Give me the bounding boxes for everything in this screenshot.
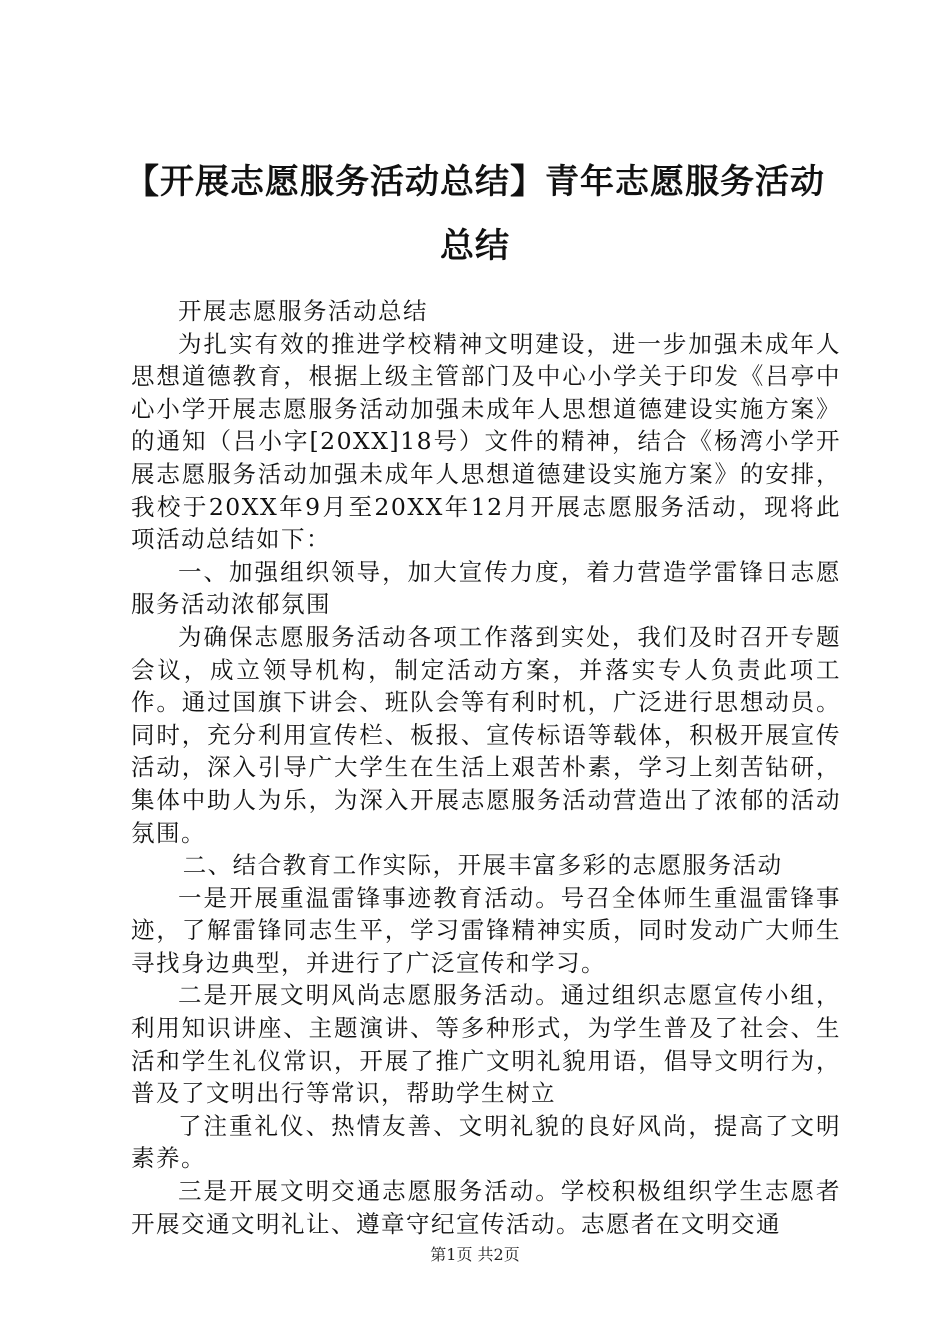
document-body xyxy=(131,295,841,1240)
intro-paragraph: 为扎实有效的推进学校精神文明建设，进一步加强未成年人思想道德教育，根据上级主管部门及中心小学关于印发《吕亭中心小学开展志愿服务活动加强未成年人思想道德建设实施方案》的通知（吕小字[20XX]18号）文件的精神，结合《杨湾小学开展志愿服务活动加强未成年人思想道德建设实施方案》的安排，我校于20XX年9月至20XX年12月开展志愿服务活动，现将此项活动总结如下： xyxy=(131,329,841,554)
body-paragraph: 三是开展文明交通志愿服务活动。学校积极组织学生志愿者开展交通文明礼让、遵章守纪宣传活动。志愿者在文明交通 xyxy=(131,1177,841,1238)
section-heading-1: 一、加强组织领导，加大宣传力度，着力营造学雷锋日志愿服务活动浓郁氛围 xyxy=(131,557,841,619)
subtitle-paragraph: 开展志愿服务活动总结 xyxy=(178,297,428,325)
document-title xyxy=(100,150,850,278)
title-line-1: 【开展志愿服务活动总结】青年志愿服务活动 xyxy=(125,162,825,202)
body-paragraph: 了注重礼仪、热情友善、文明礼貌的良好风尚，提高了文明素养。 xyxy=(131,1111,841,1173)
body-paragraph: 为确保志愿服务活动各项工作落到实处，我们及时召开专题会议，成立领导机构，制定活动方案，并落实专人负责此项工作。通过国旗下讲会、班队会等有利时机，广泛进行思想动员。同时，充分利用宣传栏、板报、宣传标语等载体，积极开展宣传活动，深入引导广大学生在生活上艰苦朴素，学习上刻苦钻研，集体中助人为乐，为深入开展志愿服务活动营造出了浓郁的活动氛围。 xyxy=(131,622,841,847)
body-paragraph: 二是开展文明风尚志愿服务活动。通过组织志愿宣传小组，利用知识讲座、主题演讲、等多种形式，为学生普及了社会、生活和学生礼仪常识，开展了推广文明礼貌用语，倡导文明行为，普及了文明出行等常识，帮助学生树立 xyxy=(131,981,841,1108)
page-footer: 第1页 共2页 xyxy=(430,1245,520,1264)
body-paragraph: 一是开展重温雷锋事迹教育活动。号召全体师生重温雷锋事迹，了解雷锋同志生平，学习雷锋精神实质，同时发动广大师生寻找身边典型，并进行了广泛宣传和学习。 xyxy=(131,883,841,977)
section-heading-2: 二、结合教育工作实际，开展丰富多彩的志愿服务活动 xyxy=(182,851,783,880)
title-line-2: 总结 xyxy=(440,226,510,266)
